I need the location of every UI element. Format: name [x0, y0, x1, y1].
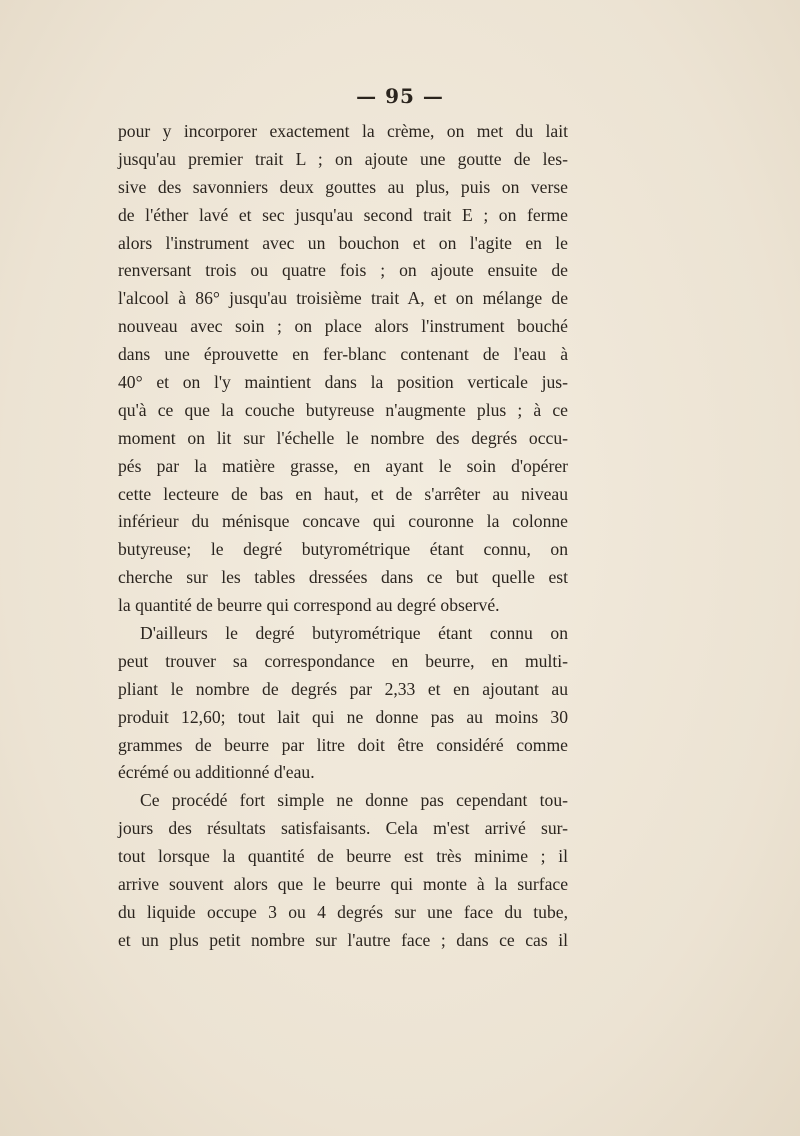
text-line: tout lorsque la quantité de beurre est très minime ; il [118, 846, 568, 867]
paragraph-2 [118, 620, 568, 787]
text-line: dans une éprouvette en fer-blanc contenant de l'eau à [118, 344, 568, 365]
text-line: qu'à ce que la couche butyreuse n'augmente plus ; à ce [118, 399, 568, 420]
text-line: cette lecteure de bas en haut, et de s'arrêter au niveau [118, 483, 568, 504]
text-line: la quantité de beurre qui correspond au degré observé. [118, 595, 500, 616]
text-line: renversant trois ou quatre fois ; on ajoute ensuite de [118, 260, 568, 281]
text-line: l'alcool à 86° jusqu'au troisième trait A, et on mélange de [118, 288, 568, 309]
text-line: sive des savonniers deux gouttes au plus, puis on verse [118, 176, 568, 197]
text-line: et un plus petit nombre sur l'autre face ; dans ce cas il [118, 929, 568, 950]
text-line: écrémé ou additionné d'eau. [118, 762, 315, 783]
text-line: moment on lit sur l'échelle le nombre des degrés occu- [118, 427, 568, 448]
text-line: pés par la matière grasse, en ayant le soin d'opérer [118, 455, 568, 476]
text-line: du liquide occupe 3 ou 4 degrés sur une face du tube, [118, 901, 568, 922]
text-line: cherche sur les tables dressées dans ce but quelle est [118, 567, 568, 588]
text-line: pliant le nombre de degrés par 2,33 et en ajoutant au [118, 678, 568, 699]
text-line: D'ailleurs le degré butyrométrique étant connu on [140, 623, 568, 644]
text-line: peut trouver sa correspondance en beurre, en multi- [118, 650, 568, 671]
text-line: alors l'instrument avec un bouchon et on l'agite en le [118, 232, 568, 253]
text-line: butyreuse; le degré butyrométrique étant connu, on [118, 539, 568, 560]
paragraph-3 [118, 787, 568, 954]
text-line: Ce procédé fort simple ne donne pas cependant tou- [140, 790, 568, 811]
text-line: nouveau avec soin ; on place alors l'instrument bouché [118, 316, 568, 337]
text-line: grammes de beurre par litre doit être considéré comme [118, 734, 568, 755]
text-line: 40° et on l'y maintient dans la position verticale jus- [118, 372, 568, 393]
text-line: produit 12,60; tout lait qui ne donne pas au moins 30 [118, 706, 568, 727]
body-text [118, 118, 568, 955]
text-line: de l'éther lavé et sec jusqu'au second trait E ; on ferme [118, 204, 568, 225]
text-line: jusqu'au premier trait L ; on ajoute une goutte de les- [118, 148, 568, 169]
text-line: jours des résultats satisfaisants. Cela m'est arrivé sur- [118, 818, 568, 839]
text-line: pour y incorporer exactement la crème, on met du lait [118, 121, 568, 141]
paragraph-1 [118, 118, 568, 620]
text-line: inférieur du ménisque concave qui couronne la colonne [118, 511, 568, 532]
page-number: — 95 — [356, 84, 444, 108]
text-line: arrive souvent alors que le beurre qui monte à la surface [118, 874, 568, 895]
